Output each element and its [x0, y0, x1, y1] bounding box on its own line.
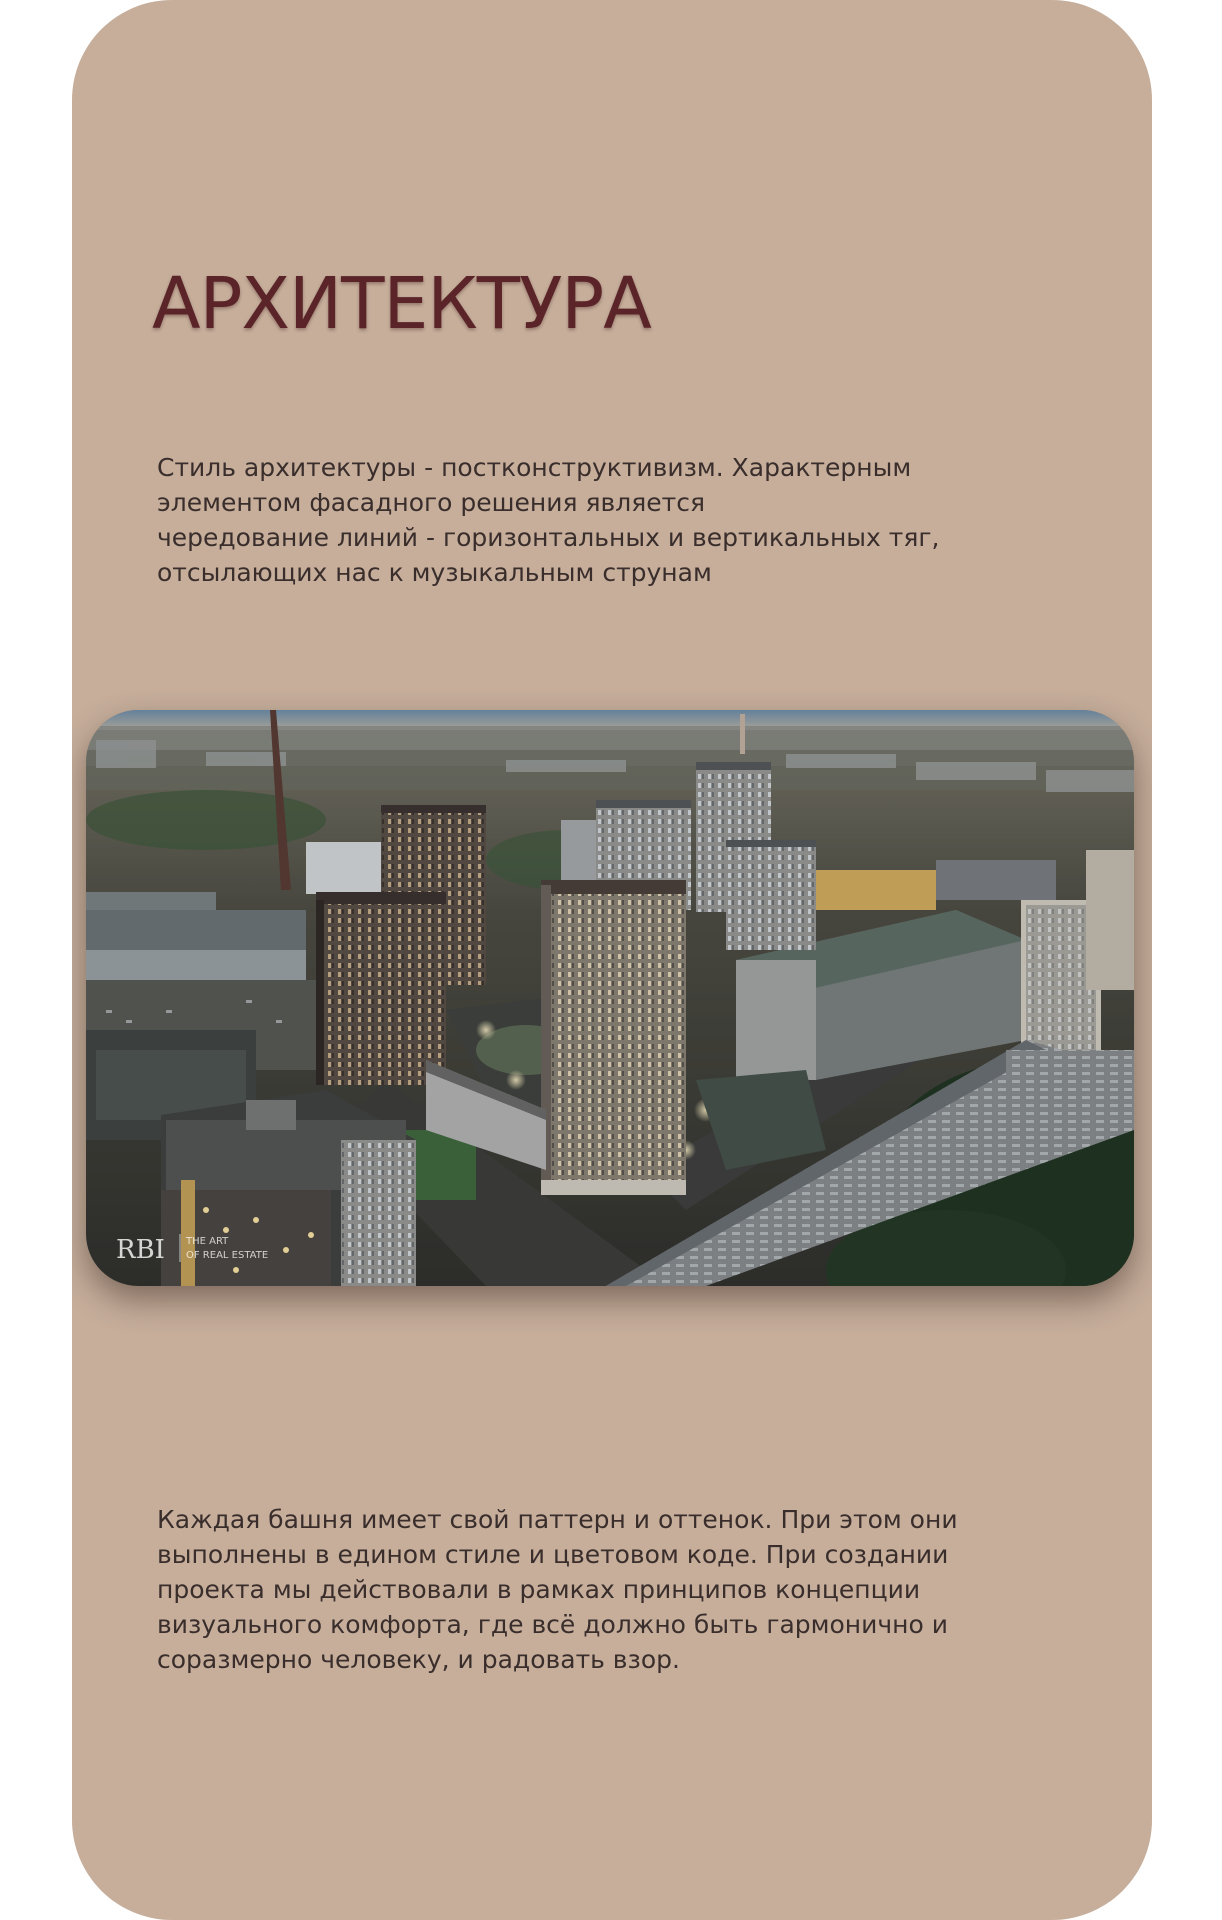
- watermark-logo: RBI: [116, 1235, 165, 1265]
- page-title: АРХИТЕКТУРА: [152, 262, 651, 345]
- architecture-photo: [86, 710, 1134, 1286]
- aerial-city-image: [86, 710, 1134, 1286]
- watermark-tagline-2: OF REAL ESTATE: [186, 1250, 269, 1261]
- intro-paragraph: Стиль архитектуры - постконструктивизм. Характерным элементом фасадного решения является чередование линий - горизонтальных и вертикальных тяг, отсылающих нас к музыкальным струнам: [157, 453, 940, 587]
- content-card: [72, 0, 1152, 1920]
- body-paragraph: Каждая башня имеет свой паттерн и оттенок. При этом они выполнены в едином стиле и цветовом коде. При создании проекта мы действовали в рамках принципов концепции визуального комфорта, где всё должно быть гармонично и соразмерно человеку, и радовать взор.: [157, 1505, 958, 1674]
- watermark-tagline-1: THE ART: [186, 1236, 229, 1247]
